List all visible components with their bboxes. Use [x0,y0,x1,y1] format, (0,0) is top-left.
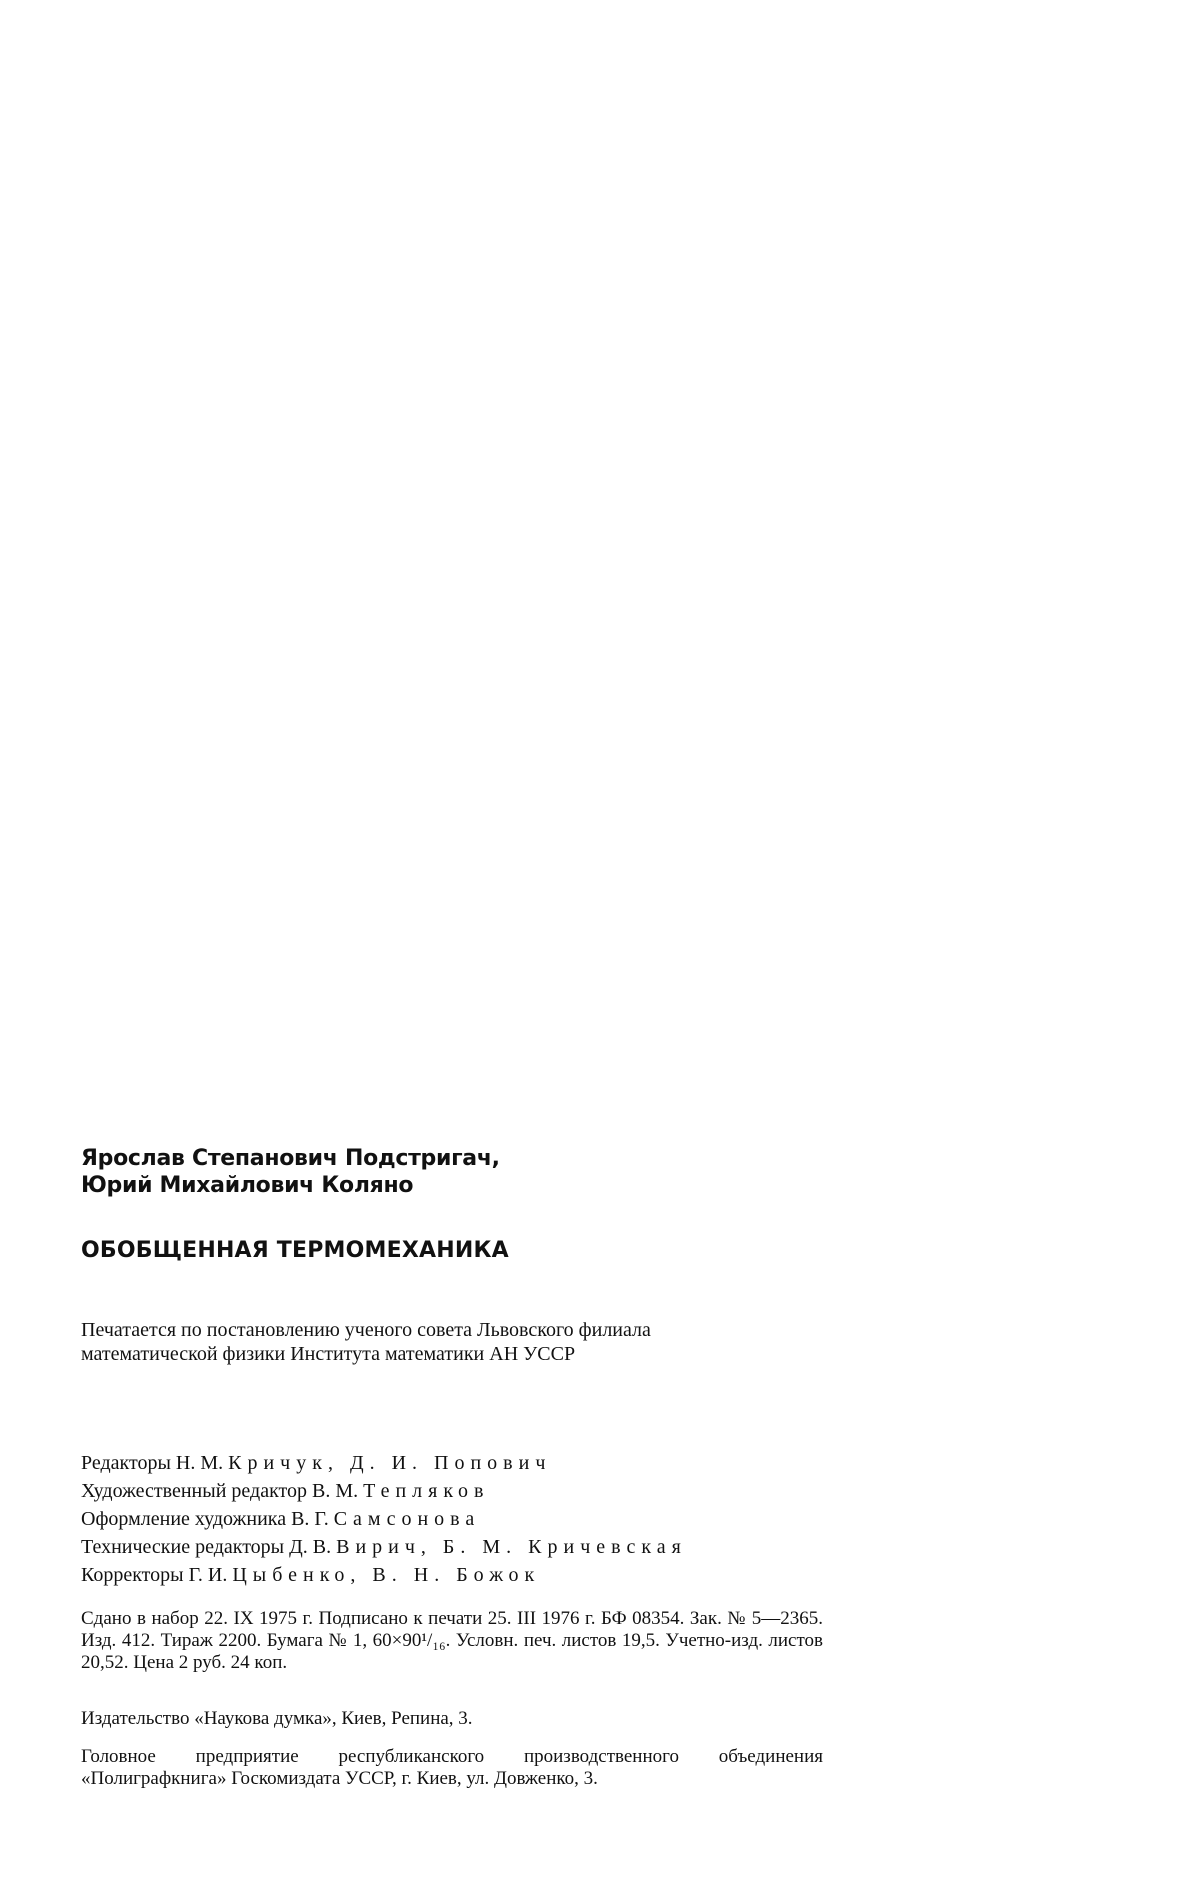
staff-credit [81,1505,687,1533]
staff-names: Кричук, Д. И. Попович [228,1452,552,1474]
author-name: Юрий Михайлович Коляно [81,1173,414,1198]
staff-credits [81,1449,687,1589]
staff-names: Вирич, Б. М. Кричевская [336,1536,687,1558]
staff-role: Редакторы Н. М. [81,1452,224,1474]
approval-line: математической физики Института математики АН УССР [81,1343,576,1365]
staff-names: Самсонова [333,1508,481,1530]
staff-role: Технические редакторы Д. В. [81,1536,332,1558]
staff-credit [81,1477,687,1505]
publisher-address: Издательство «Наукова думка», Киев, Репина, 3. [81,1708,473,1729]
printer-address: Головное предприятие республиканского производственного объединения «Полиграфкнига» Госкомиздата УССР, г. Киев, ул. Довженко, 3. [81,1746,823,1789]
staff-credit [81,1533,687,1561]
staff-role: Оформление художника В. Г. [81,1508,329,1530]
authors [81,1145,500,1199]
approval-note [81,1318,841,1366]
publication-details: Сдано в набор 22. IX 1975 г. Подписано к печати 25. III 1976 г. БФ 08354. Зак. № 5—2365. Изд. 412. Тираж 2200. Бумага № 1, 60×90¹/₁₆. Условн. печ. листов 19,5. Учетно-изд. листов 20,52. Цена 2 руб. 24 коп. [81,1608,823,1673]
approval-line: Печатается по постановлению ученого совета Львовского филиала [81,1319,651,1341]
staff-names: Тепляков [363,1480,490,1502]
staff-role: Корректоры Г. И. [81,1564,228,1586]
staff-role: Художественный редактор В. М. [81,1480,359,1502]
staff-names: Цыбенко, В. Н. Божок [232,1564,541,1586]
book-title: ОБОБЩЕННАЯ ТЕРМОМЕХАНИКА [81,1238,509,1263]
staff-credit [81,1561,687,1589]
author-name: Ярослав Степанович Подстригач, [81,1146,500,1171]
staff-credit [81,1449,687,1477]
